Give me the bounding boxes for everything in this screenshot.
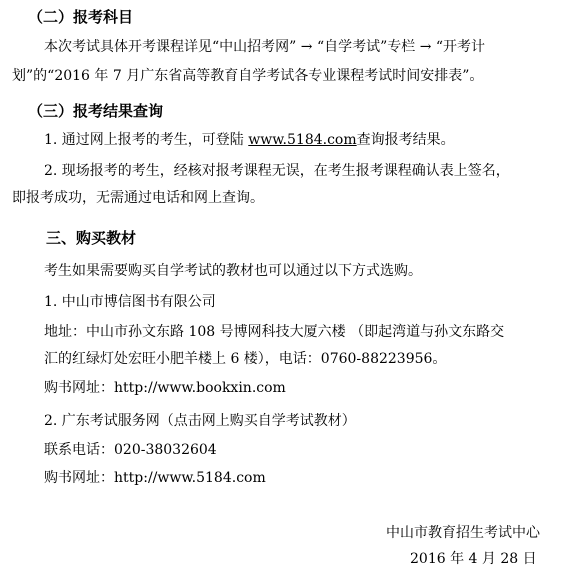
store-1-address-line-1: 地址：中山市孙文东路 108 号博网科技大厦六楼 （即起湾道与孙文东路交: [44, 324, 505, 340]
footer-issuer: 中山市教育招生考试中心: [386, 525, 540, 541]
store-2-phone: [44, 441, 217, 459]
store-1-name: 1. 中山市博信图书有限公司: [44, 294, 216, 310]
store-2-phone-label: 联系电话：: [44, 442, 114, 458]
section-3-heading: （三）报考结果查询: [28, 102, 164, 120]
store-2-name: 2. 广东考试服务网（点击网上购买自学考试教材）: [44, 413, 356, 429]
footer-date: 2016 年 4 月 28 日: [410, 551, 537, 567]
item-1-prefix: 1. 通过网上报考的考生，可登陆: [44, 132, 249, 148]
query-website-link[interactable]: www.5184.com: [248, 132, 357, 148]
section-2-paragraph-line-2: 划”的“2016 年 7 月广东省高等教育自学考试各专业课程考试时间安排表”。: [12, 68, 484, 84]
store-1-address-line-2: 汇的红绿灯处宏旺小肥羊楼上 6 楼），电话：0760-88223956。: [44, 351, 447, 367]
store-1-website-label: 购书网址：: [44, 380, 114, 396]
store-2-phone-number: 020-38032604: [114, 442, 217, 458]
store-2-website: [44, 469, 266, 487]
store-2-website-label: 购书网址：: [44, 470, 114, 486]
section-2-heading: （二）报考科目: [28, 8, 134, 26]
section-2-paragraph-line-1: 本次考试具体开考课程详见“中山招考网” → “自学考试”专栏 → “开考计: [44, 39, 486, 55]
store-1-website: [44, 379, 286, 397]
item-1-suffix: 查询报考结果。: [356, 132, 455, 148]
section-3-item-2-line-1: 2. 现场报考的考生，经核对报考课程无误，在考生报考课程确认表上签名，: [44, 163, 510, 179]
buy-books-heading: 三、购买教材: [46, 229, 137, 247]
buy-books-intro: 考生如果需要购买自学考试的教材也可以通过以下方式选购。: [44, 263, 422, 279]
store-2-website-link[interactable]: http://www.5184.com: [114, 470, 266, 486]
section-3-item-1: [44, 131, 455, 149]
store-1-website-link[interactable]: http://www.bookxin.com: [114, 380, 286, 396]
section-3-item-2-line-2: 即报考成功，无需通过电话和网上查询。: [12, 190, 264, 206]
